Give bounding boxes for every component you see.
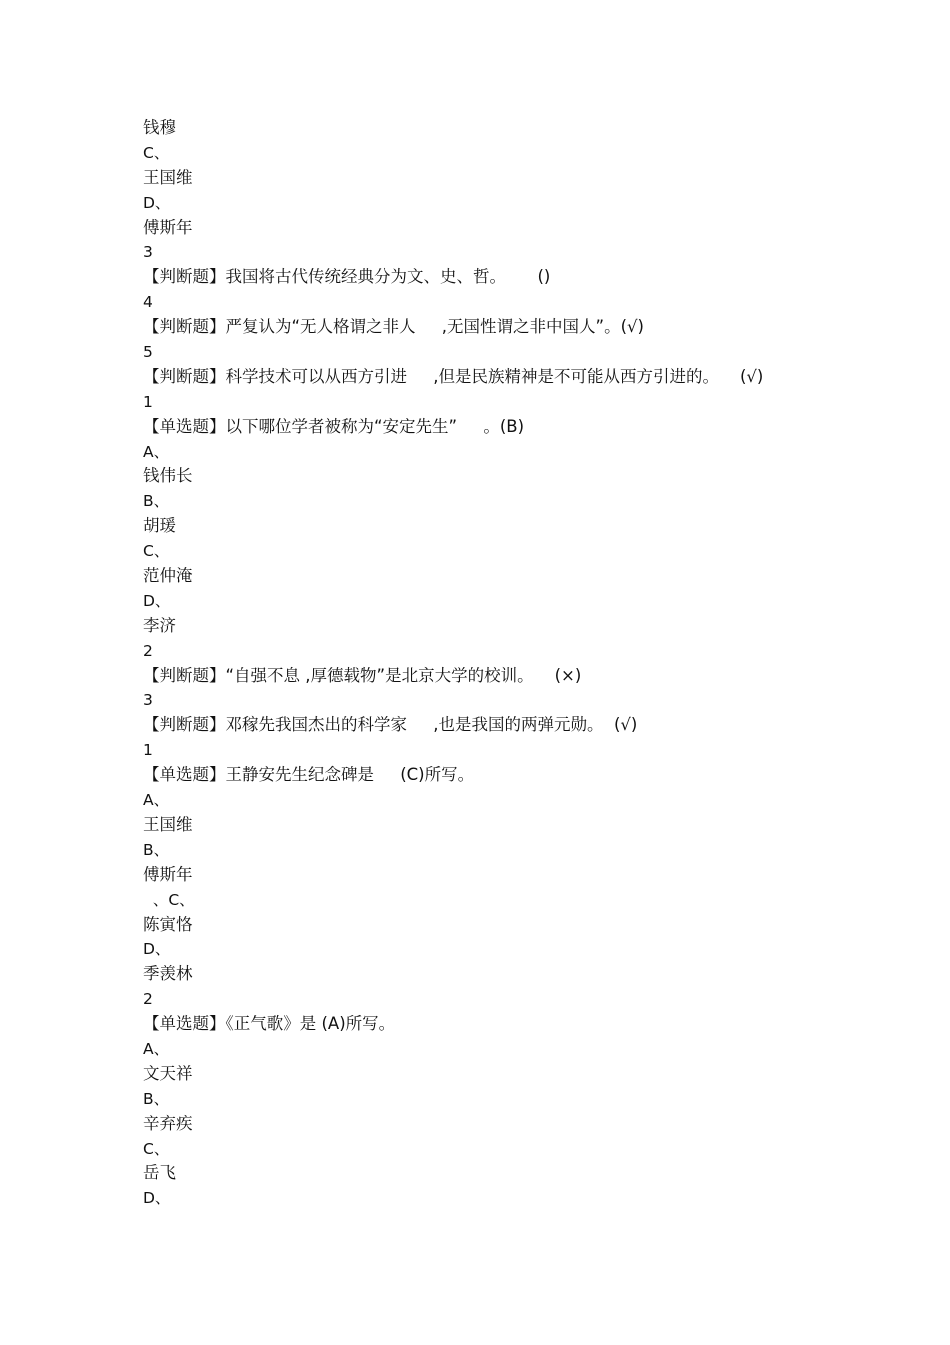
text-line: 辛弃疾 <box>143 1113 193 1133</box>
text-line: B、 <box>143 840 170 859</box>
text-line: D、 <box>143 193 171 212</box>
text-line: 1 <box>143 741 153 760</box>
text-line: 【判断题】邓稼先我国杰出的科学家 ,也是我国的两弹元勋。 (√) <box>143 715 638 735</box>
text-line: 4 <box>143 293 153 312</box>
text-line: 胡瑗 <box>143 516 176 536</box>
text-line: D、 <box>143 940 171 959</box>
text-line: 【判断题】我国将古代传统经典分为文、史、哲。 () <box>143 267 551 287</box>
text-line: 5 <box>143 343 153 362</box>
text-line: A、 <box>143 442 170 461</box>
text-line: 季羡林 <box>143 964 193 984</box>
text-line: B、 <box>143 492 170 511</box>
text-line: 【单选题】王静安先生纪念碑是 (C)所写。 <box>143 765 475 785</box>
text-line: D、 <box>143 1189 171 1208</box>
text-line: 1 <box>143 392 153 411</box>
text-line: 3 <box>143 243 153 262</box>
text-line: 钱穆 <box>143 118 176 137</box>
text-line: 【判断题】“自强不息 ,厚德载物”是北京大学的校训。 (×) <box>143 665 582 685</box>
text-line: 2 <box>143 641 153 660</box>
text-line: C、 <box>143 542 170 561</box>
text-line: 岳飞 <box>143 1163 176 1183</box>
text-line: 钱伟长 <box>143 466 193 486</box>
text-line: 文天祥 <box>143 1063 193 1083</box>
text-line: 、C、 <box>143 890 195 909</box>
text-line: 王国维 <box>143 814 193 834</box>
document-text <box>143 116 923 1211</box>
text-line: C、 <box>143 1139 170 1158</box>
text-line: 3 <box>143 691 153 710</box>
text-line: B、 <box>143 1089 170 1108</box>
text-line: A、 <box>143 1039 170 1058</box>
text-line: 傅斯年 <box>143 864 193 884</box>
text-line: C、 <box>143 143 170 162</box>
text-line: 傅斯年 <box>143 217 193 237</box>
text-line: 【单选题】《正气歌》是 (A)所写。 <box>143 1014 396 1034</box>
text-line: 2 <box>143 990 153 1009</box>
text-line: 李济 <box>143 615 176 635</box>
text-line: 【判断题】科学技术可以从西方引进 ,但是民族精神是不可能从西方引进的。 (√) <box>143 366 764 386</box>
text-line: 【单选题】以下哪位学者被称为“安定先生” 。(B) <box>143 416 525 436</box>
text-line: A、 <box>143 791 170 810</box>
text-line: 【判断题】严复认为“无人格谓之非人 ,无国性谓之非中国人”。(√) <box>143 317 644 337</box>
text-line: 王国维 <box>143 167 193 187</box>
text-line: D、 <box>143 591 171 610</box>
text-line: 陈寅恪 <box>143 914 193 934</box>
text-line: 范仲淹 <box>143 566 193 586</box>
